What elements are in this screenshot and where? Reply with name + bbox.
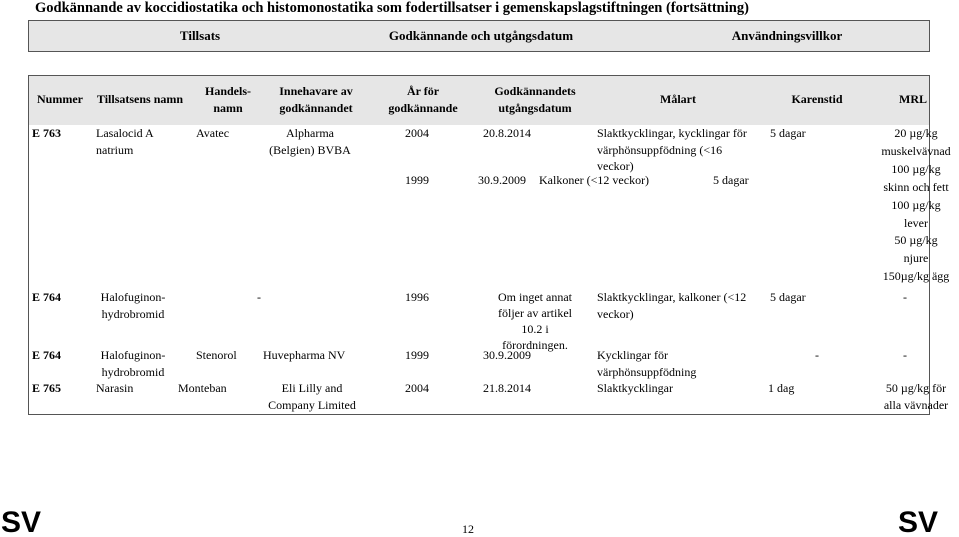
group-header-additive: Tillsats <box>179 28 221 43</box>
row-2-species: Slaktkycklingar, kalkoner (<12 veckor) <box>597 290 747 321</box>
column-header-additive-name: Tillsatsens namn <box>96 92 184 106</box>
column-header-expiry: Godkännandets utgångsdatum <box>494 84 576 115</box>
row-2-additive-name: Halofuginon- hydrobromid <box>100 290 166 321</box>
row-3-expiry: 30.9.2009 <box>483 348 531 362</box>
footer-language-right: SV <box>898 506 939 537</box>
row-3-trade-name: Stenorol <box>196 348 237 362</box>
row-2-withdrawal: 5 dagar <box>770 290 806 304</box>
row-1-second-year: 1999 <box>405 173 429 187</box>
column-header-number: Nummer <box>37 92 83 106</box>
row-3-additive-name: Halofuginon- hydrobromid <box>100 348 166 379</box>
row-4-withdrawal: 1 dag <box>768 381 795 395</box>
row-4-trade-name: Monteban <box>178 381 227 395</box>
column-header-year: År för godkännande <box>388 84 458 115</box>
group-header-approval: Godkännande och utgångsdatum <box>388 28 574 43</box>
row-1-expiry: 20.8.2014 <box>483 126 531 140</box>
row-3-number: E 764 <box>32 348 62 362</box>
row-4-number: E 765 <box>32 381 62 395</box>
footer-language-left: SV <box>1 506 42 537</box>
row-1-second-withdrawal: 5 dagar <box>713 173 749 187</box>
row-4-additive-name: Narasin <box>96 381 134 395</box>
row-2-expiry: Om inget annat följer av artikel 10.2 i förordningen. <box>498 290 572 352</box>
row-1-trade-name: Avatec <box>196 126 230 140</box>
column-header-holder: Innehavare av godkännandet <box>279 84 353 115</box>
row-4-species: Slaktkycklingar <box>597 381 673 395</box>
row-3-species: Kycklingar för värphönsuppfödning <box>597 348 697 379</box>
row-2-number: E 764 <box>32 290 62 304</box>
row-3-withdrawal: - <box>815 348 819 362</box>
column-header-withdrawal: Karenstid <box>791 92 843 106</box>
row-4-mrl: 50 µg/kg för alla vävnader <box>883 381 949 412</box>
row-1-holder: Alpharma (Belgien) BVBA <box>269 126 351 157</box>
row-1-second-expiry: 30.9.2009 <box>478 173 526 187</box>
row-2-trade-name: - <box>257 290 261 304</box>
row-2-year: 1996 <box>405 290 429 304</box>
row-4-expiry: 21.8.2014 <box>483 381 531 395</box>
column-header-mrl: MRL <box>899 92 927 106</box>
column-header-trade-name: Handels- namn <box>204 84 251 115</box>
row-1-species: Slaktkycklingar, kycklingar för värphönsuppfödning (<16 veckor) <box>597 126 747 173</box>
row-1-mrl: 20 µg/kg muskelvävnad 100 µg/kg skinn och fett 100 µg/kg lever 50 µg/kg njure 150µg/kg ägg <box>881 126 951 284</box>
row-3-holder: Huvepharma NV <box>263 348 346 362</box>
page-number: 12 <box>462 522 474 536</box>
row-1-second-species: Kalkoner (<12 veckor) <box>539 173 650 187</box>
row-3-mrl: - <box>903 348 907 362</box>
row-1-withdrawal: 5 dagar <box>770 126 806 140</box>
row-1-year: 2004 <box>405 126 429 140</box>
row-1-additive-name: Lasalocid A natrium <box>96 126 154 157</box>
row-4-year: 2004 <box>405 381 429 395</box>
group-header-conditions: Användningsvillkor <box>731 28 843 43</box>
row-1-number: E 763 <box>32 126 62 140</box>
row-3-year: 1999 <box>405 348 429 362</box>
page-title: Godkännande av koccidiostatika och histomonostatika som fodertillsatser i gemenskapslagstiftningen (fortsättning) <box>35 0 749 16</box>
row-2-mrl: - <box>903 290 907 304</box>
column-header-species: Målart <box>660 92 696 106</box>
row-4-holder: Eli Lilly and Company Limited <box>268 381 356 412</box>
